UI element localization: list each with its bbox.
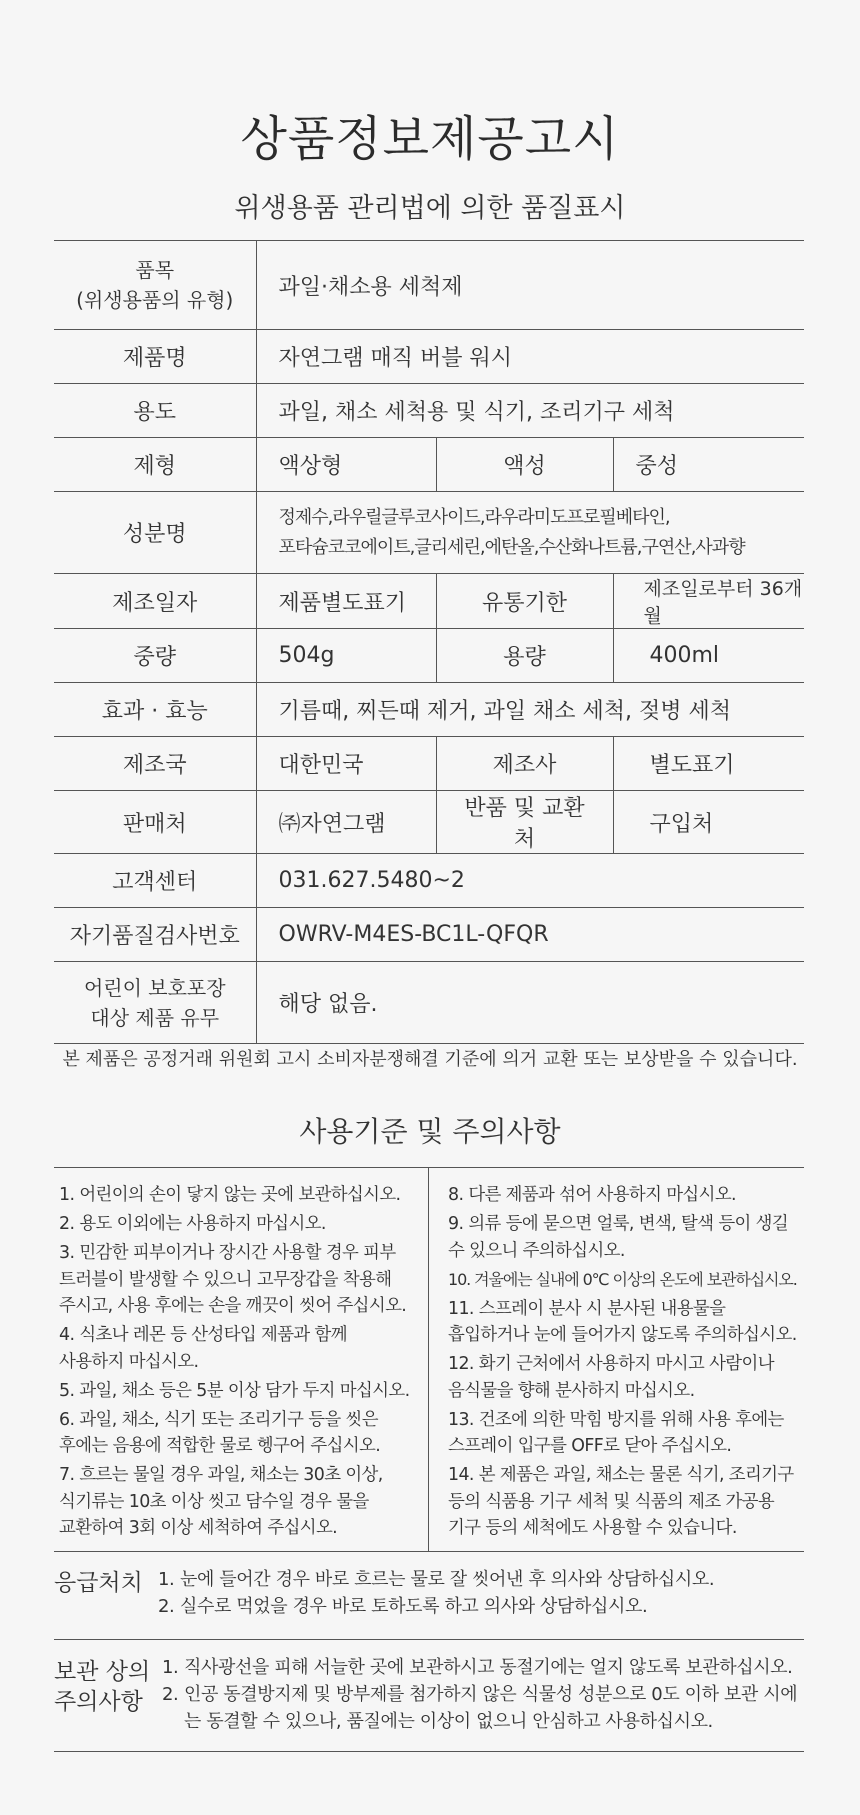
list-item: 1. 눈에 들어간 경우 바로 흐르는 물로 잘 씻어낸 후 의사와 상담하십시오. bbox=[158, 1569, 715, 1590]
emergency-section bbox=[54, 1552, 804, 1640]
table-row-country bbox=[54, 737, 804, 791]
form-label: 제형 bbox=[54, 438, 256, 492]
table-row-use bbox=[54, 384, 804, 438]
inspection-value: OWRV-M4ES-BC1L-QFQR bbox=[256, 908, 804, 962]
usage-cautions-box bbox=[54, 1167, 804, 1552]
use-value: 과일, 채소 세척용 및 식기, 조리기구 세척 bbox=[256, 384, 804, 438]
country-label: 제조국 bbox=[54, 737, 256, 791]
manufacturer-value: 별도표기 bbox=[613, 737, 804, 791]
seller-label: 판매처 bbox=[54, 791, 256, 854]
ingredients-line: 정제수,라우릴글루코사이드,라우라미도프로필베타인, bbox=[278, 506, 670, 528]
list-item: 1. 어린이의 손이 닿지 않는 곳에 보관하십시오. bbox=[59, 1185, 401, 1205]
liquid-label: 액성 bbox=[436, 438, 613, 492]
product-info-table bbox=[54, 240, 804, 1044]
page-subtitle: 위생용품 관리법에 의한 품질표시 bbox=[234, 193, 626, 224]
ingredients-value bbox=[256, 492, 804, 574]
list-item: 11. 스프레이 분사 시 분사된 내용물을 흡입하거나 눈에 들어가지 않도록 주의하십시오. bbox=[448, 1298, 797, 1345]
liquid-value: 중성 bbox=[613, 438, 804, 492]
page-title: 상품정보제공고시 bbox=[240, 111, 620, 167]
dispute-notice: 본 제품은 공정거래 위원회 고시 소비자분쟁해결 기준에 의거 교환 또는 보상받을 수 있습니다. bbox=[62, 1049, 798, 1070]
cautions-right-column bbox=[448, 1182, 803, 1544]
mfg-date-value: 제품별도표기 bbox=[256, 574, 436, 629]
volume-label: 용량 bbox=[436, 629, 613, 683]
return-value: 구입처 bbox=[613, 791, 804, 854]
manufacturer-label: 제조사 bbox=[436, 737, 613, 791]
list-item: 2. 인공 동결방지제 및 방부제를 첨가하지 않은 식물성 성분으로 0도 이하 보관 시에는 동결할 수 있으나, 품질에는 이상이 없으니 안심하고 사용하십시오. bbox=[162, 1684, 798, 1732]
list-item: 6. 과일, 채소, 식기 또는 조리기구 등을 씻은 후에는 음용에 적합한 물로 헹구어 주십시오. bbox=[59, 1409, 381, 1456]
item-type-value: 과일·채소용 세척제 bbox=[256, 241, 804, 330]
product-name-value: 자연그램 매직 버블 워시 bbox=[256, 330, 804, 384]
list-item: 3. 민감한 피부이거나 장시간 사용할 경우 피부 트러블이 발생할 수 있으니 고무장갑을 착용해 주시고, 사용 후에는 손을 깨끗이 씻어 주십시오. bbox=[59, 1243, 407, 1316]
table-row-mfg-date bbox=[54, 574, 804, 629]
customer-center-value: 031.627.5480~2 bbox=[256, 854, 804, 908]
ingredients-label: 성분명 bbox=[54, 492, 256, 574]
table-row-weight bbox=[54, 629, 804, 683]
list-item: 9. 의류 등에 묻으면 얼룩, 변색, 탈색 등이 생길 수 있으니 주의하십시오. bbox=[448, 1214, 789, 1261]
form-value: 액상형 bbox=[256, 438, 436, 492]
product-name-label: 제품명 bbox=[54, 330, 256, 384]
effect-value: 기름때, 찌든때 제거, 과일 채소 세척, 젖병 세척 bbox=[256, 683, 804, 737]
expiry-value: 제조일로부터 36개월 bbox=[613, 574, 804, 629]
weight-value: 504g bbox=[256, 629, 436, 683]
table-row-customer-center bbox=[54, 854, 804, 908]
list-item: 5. 과일, 채소 등은 5분 이상 담가 두지 마십시오. bbox=[59, 1380, 410, 1401]
usage-section-title: 사용기준 및 주의사항 bbox=[299, 1115, 561, 1148]
child-packaging-value: 해당 없음. bbox=[256, 962, 804, 1044]
table-row-ingredients bbox=[54, 492, 804, 574]
list-item: 14. 본 제품은 과일, 채소는 물론 식기, 조리기구 등의 식품용 기구 세척 및 식품의 제조 가공용 기구 등의 세척에도 사용할 수 있습니다. bbox=[448, 1465, 794, 1538]
list-item: 13. 건조에 의한 막힘 방지를 위해 사용 후에는 스프레이 입구를 OFF로 닫아 주십시오. bbox=[448, 1409, 784, 1456]
list-item: 2. 용도 이외에는 사용하지 마십시오. bbox=[59, 1214, 326, 1234]
table-row-effect bbox=[54, 683, 804, 737]
storage-section bbox=[54, 1640, 804, 1752]
list-item: 7. 흐르는 물일 경우 과일, 채소는 30초 이상, 식기류는 10초 이상 씻고 담수일 경우 물을 교환하여 3회 이상 세척하여 주십시오. bbox=[59, 1465, 383, 1538]
list-item: 10. 겨울에는 실내에 0℃ 이상의 온도에 보관하십시오. bbox=[448, 1269, 797, 1289]
list-item: 4. 식초나 레몬 등 산성타입 제품과 함께 사용하지 마십시오. bbox=[59, 1325, 347, 1372]
volume-value: 400ml bbox=[613, 629, 804, 683]
child-packaging-label: 어린이 보호포장 대상 제품 유무 bbox=[54, 962, 256, 1044]
ingredients-line: 포타슘코코에이트,글리세린,에탄올,수산화나트륨,구연산,사과향 bbox=[278, 536, 745, 558]
return-label: 반품 및 교환처 bbox=[436, 791, 613, 854]
country-value: 대한민국 bbox=[256, 737, 436, 791]
customer-center-label: 고객센터 bbox=[54, 854, 256, 908]
table-row-seller bbox=[54, 791, 804, 854]
item-type-label: 품목 (위생용품의 유형) bbox=[54, 241, 256, 330]
table-row-inspection bbox=[54, 908, 804, 962]
weight-label: 중량 bbox=[54, 629, 256, 683]
storage-list bbox=[162, 1654, 802, 1735]
list-item: 8. 다른 제품과 섞어 사용하지 마십시오. bbox=[448, 1185, 736, 1205]
list-item: 1. 직사광선을 피해 서늘한 곳에 보관하시고 동절기에는 얼지 않도록 보관하십시오. bbox=[162, 1657, 793, 1678]
storage-label: 보관 상의 주의사항 bbox=[54, 1659, 151, 1715]
list-item: 2. 실수로 먹었을 경우 바로 토하도록 하고 의사와 상담하십시오. bbox=[158, 1596, 648, 1617]
list-item: 12. 화기 근처에서 사용하지 마시고 사람이나 음식물을 향해 분사하지 마십시오. bbox=[448, 1354, 774, 1401]
expiry-label: 유통기한 bbox=[436, 574, 613, 629]
mfg-date-label: 제조일자 bbox=[54, 574, 256, 629]
effect-label: 효과 · 효능 bbox=[54, 683, 256, 737]
cautions-left-column bbox=[59, 1182, 464, 1544]
emergency-list bbox=[158, 1566, 798, 1620]
seller-value: ㈜자연그램 bbox=[256, 791, 436, 854]
use-label: 용도 bbox=[54, 384, 256, 438]
table-row-form bbox=[54, 438, 804, 492]
emergency-label: 응급처치 bbox=[54, 1570, 143, 1596]
inspection-label: 자기품질검사번호 bbox=[54, 908, 256, 962]
table-row-child-packaging bbox=[54, 962, 804, 1044]
table-row-item-type bbox=[54, 241, 804, 330]
table-row-product-name bbox=[54, 330, 804, 384]
